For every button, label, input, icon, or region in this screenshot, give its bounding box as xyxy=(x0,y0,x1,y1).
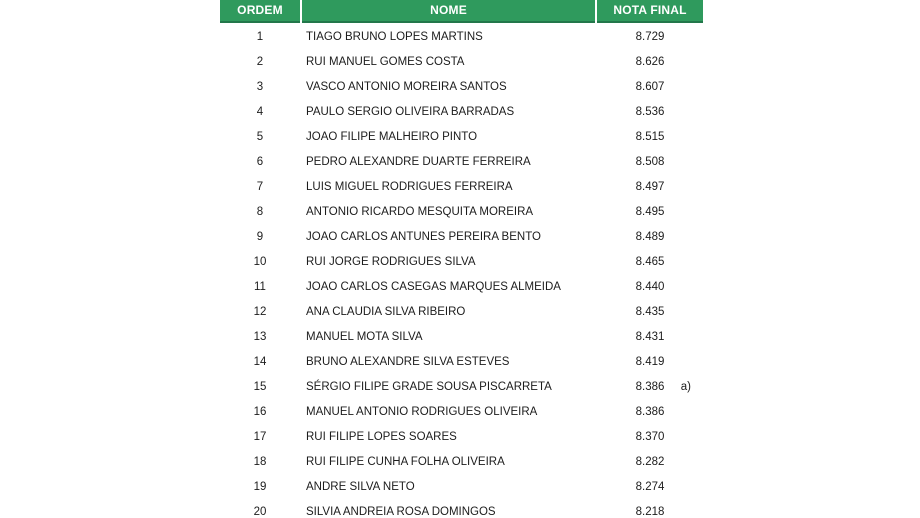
score-value: 8.607 xyxy=(635,80,665,93)
rank-cell: 1 xyxy=(256,30,264,43)
ranking-table xyxy=(220,0,703,518)
rank-cell: 13 xyxy=(253,330,267,343)
score-value: 8.274 xyxy=(635,480,665,493)
score-value: 8.435 xyxy=(635,305,665,318)
table-row xyxy=(220,399,703,424)
table-row xyxy=(220,174,703,199)
table-row xyxy=(220,49,703,74)
rank-cell: 16 xyxy=(253,405,267,418)
rank-cell: 2 xyxy=(256,55,264,68)
name-cell: PAULO SERGIO OLIVEIRA BARRADAS xyxy=(306,105,515,118)
rank-cell: 4 xyxy=(256,105,264,118)
rank-cell: 3 xyxy=(256,80,264,93)
rank-cell: 20 xyxy=(253,505,267,518)
rank-cell: 15 xyxy=(253,380,267,393)
table-row xyxy=(220,24,703,49)
name-cell: JOAO CARLOS ANTUNES PEREIRA BENTO xyxy=(306,230,541,243)
name-cell: SÉRGIO FILIPE GRADE SOUSA PISCARRETA xyxy=(306,380,552,393)
rank-cell: 7 xyxy=(256,180,264,193)
rank-cell: 17 xyxy=(253,430,267,443)
name-cell: RUI MANUEL GOMES COSTA xyxy=(306,55,465,68)
table-row xyxy=(220,249,703,274)
score-value: 8.495 xyxy=(635,205,665,218)
column-header-nota-final: NOTA FINAL xyxy=(597,0,703,23)
name-cell: ANA CLAUDIA SILVA RIBEIRO xyxy=(306,305,466,318)
score-cell xyxy=(597,281,703,293)
score-value: 8.465 xyxy=(635,255,665,268)
table-row xyxy=(220,124,703,149)
table-row xyxy=(220,299,703,324)
score-cell xyxy=(597,231,703,243)
score-value: 8.515 xyxy=(635,130,665,143)
table-row xyxy=(220,149,703,174)
rank-cell: 14 xyxy=(253,355,267,368)
score-cell xyxy=(597,481,703,493)
score-value: 8.536 xyxy=(635,105,665,118)
score-value: 8.370 xyxy=(635,430,665,443)
score-cell xyxy=(597,106,703,118)
name-cell: MANUEL MOTA SILVA xyxy=(306,330,423,343)
score-value: 8.489 xyxy=(635,230,665,243)
score-cell xyxy=(597,56,703,68)
name-cell: RUI FILIPE CUNHA FOLHA OLIVEIRA xyxy=(306,455,505,468)
name-cell: VASCO ANTONIO MOREIRA SANTOS xyxy=(306,80,507,93)
name-cell: RUI JORGE RODRIGUES SILVA xyxy=(306,255,476,268)
score-cell xyxy=(597,456,703,468)
table-row xyxy=(220,349,703,374)
rank-cell: 6 xyxy=(256,155,264,168)
rank-cell: 5 xyxy=(256,130,264,143)
score-cell xyxy=(597,356,703,368)
table-row xyxy=(220,74,703,99)
rank-cell: 11 xyxy=(254,280,266,293)
name-cell: JOAO FILIPE MALHEIRO PINTO xyxy=(306,130,478,143)
rank-cell: 8 xyxy=(256,205,264,218)
name-cell: RUI FILIPE LOPES SOARES xyxy=(306,430,457,443)
score-cell xyxy=(597,506,703,518)
name-cell: PEDRO ALEXANDRE DUARTE FERREIRA xyxy=(306,155,531,168)
rank-cell: 18 xyxy=(253,455,267,468)
table-row xyxy=(220,374,703,399)
score-cell xyxy=(597,156,703,168)
rank-cell: 10 xyxy=(253,255,267,268)
table-row xyxy=(220,499,703,518)
score-cell xyxy=(597,256,703,268)
score-note-annotation: a) xyxy=(680,380,691,393)
score-cell xyxy=(597,131,703,143)
score-cell xyxy=(597,406,703,418)
score-cell xyxy=(597,206,703,218)
name-cell: TIAGO BRUNO LOPES MARTINS xyxy=(306,30,483,43)
score-value: 8.440 xyxy=(635,280,665,293)
score-value: 8.729 xyxy=(635,30,665,43)
table-row xyxy=(220,424,703,449)
score-cell xyxy=(597,381,703,393)
score-value: 8.218 xyxy=(635,505,665,518)
table-row xyxy=(220,224,703,249)
table-header-row xyxy=(220,0,703,23)
score-cell xyxy=(597,306,703,318)
name-cell: SILVIA ANDREIA ROSA DOMINGOS xyxy=(306,505,496,518)
table-body xyxy=(220,24,703,518)
score-value: 8.386 xyxy=(635,380,665,393)
score-cell xyxy=(597,331,703,343)
name-cell: ANDRE SILVA NETO xyxy=(306,480,415,493)
score-cell xyxy=(597,81,703,93)
table-row xyxy=(220,274,703,299)
column-header-nome: NOME xyxy=(302,0,595,23)
table-row xyxy=(220,449,703,474)
score-value: 8.419 xyxy=(635,355,665,368)
score-value: 8.497 xyxy=(635,180,665,193)
score-cell xyxy=(597,431,703,443)
table-row xyxy=(220,474,703,499)
name-cell: MANUEL ANTONIO RODRIGUES OLIVEIRA xyxy=(306,405,538,418)
table-row xyxy=(220,324,703,349)
score-value: 8.508 xyxy=(635,155,665,168)
rank-cell: 9 xyxy=(256,230,264,243)
table-row xyxy=(220,99,703,124)
rank-cell: 19 xyxy=(253,480,267,493)
score-value: 8.282 xyxy=(635,455,665,468)
score-cell xyxy=(597,181,703,193)
score-value: 8.626 xyxy=(635,55,665,68)
rank-cell: 12 xyxy=(253,305,267,318)
score-value: 8.386 xyxy=(635,405,665,418)
name-cell: LUIS MIGUEL RODRIGUES FERREIRA xyxy=(306,180,513,193)
score-cell xyxy=(597,31,703,43)
column-header-ordem: ORDEM xyxy=(220,0,300,23)
table-row xyxy=(220,199,703,224)
name-cell: ANTONIO RICARDO MESQUITA MOREIRA xyxy=(306,205,534,218)
score-value: 8.431 xyxy=(635,330,665,343)
name-cell: BRUNO ALEXANDRE SILVA ESTEVES xyxy=(306,355,510,368)
name-cell: JOAO CARLOS CASEGAS MARQUES ALMEIDA xyxy=(306,280,561,293)
